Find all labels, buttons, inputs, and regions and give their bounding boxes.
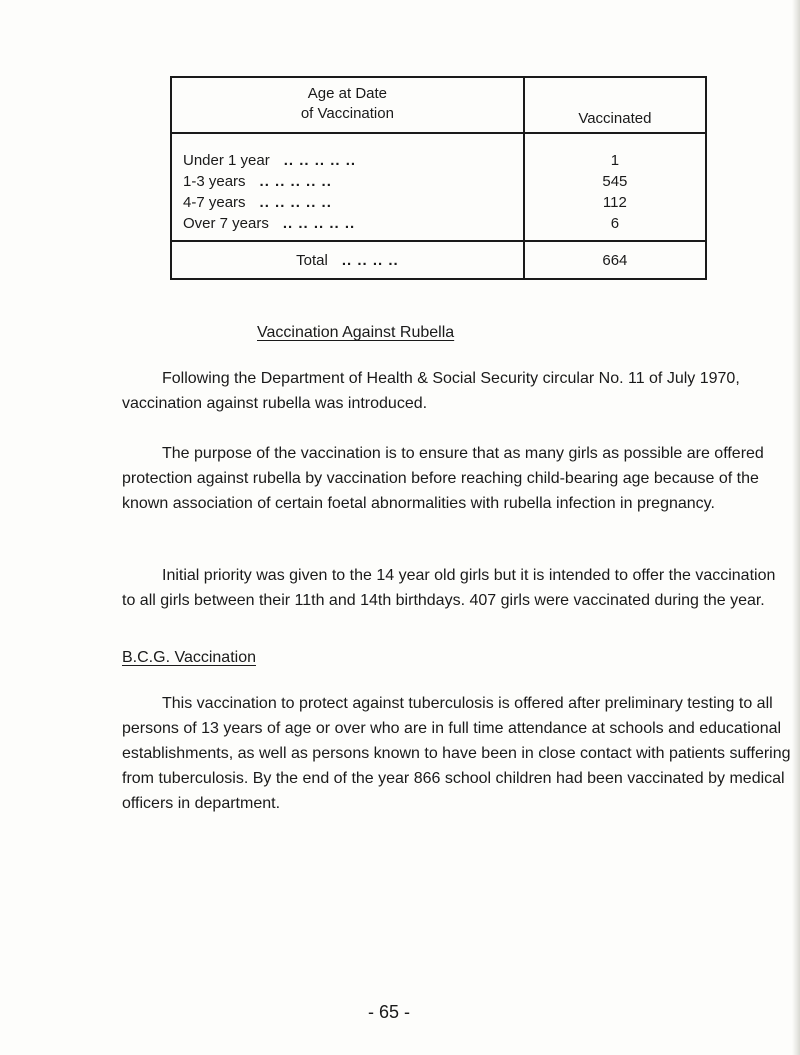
table-header-row bbox=[171, 77, 706, 133]
table-total-row bbox=[171, 241, 706, 279]
age-label: 1-3 years bbox=[183, 173, 246, 190]
leader-dots: .. .. .. .. .. bbox=[259, 194, 332, 211]
rubella-paragraph-2: The purpose of the vaccination is to ensure that as many girls as possible are offered protection against rubella by vaccination before reaching child-bearing age because of the known association of certain foetal abnormalities with rubella infection in pregnancy. bbox=[122, 445, 764, 512]
header-age-line2: of Vaccination bbox=[300, 105, 394, 122]
table-body-row bbox=[171, 133, 706, 241]
age-label: Under 1 year bbox=[183, 152, 270, 169]
total-count: 664 bbox=[524, 241, 706, 279]
count-value: 112 bbox=[602, 194, 627, 211]
rubella-heading: Vaccination Against Rubella bbox=[257, 324, 455, 341]
table-row bbox=[183, 192, 523, 213]
vaccination-age-table bbox=[170, 76, 707, 280]
table-row bbox=[183, 213, 523, 234]
age-group-cell bbox=[171, 133, 524, 241]
total-label: Total bbox=[296, 251, 328, 269]
page-number: - 65 - bbox=[368, 1002, 411, 1022]
count-value: 6 bbox=[610, 215, 620, 232]
page-edge-shadow bbox=[792, 0, 800, 1055]
rubella-paragraph-1: Following the Department of Health & Social Security circular No. 11 of July 1970, vaccination against rubella was introduced. bbox=[122, 370, 740, 412]
header-age-cell bbox=[171, 77, 524, 133]
leader-dots: .. .. .. .. .. bbox=[259, 173, 332, 190]
rubella-paragraph-3: Initial priority was given to the 14 year old girls but it is intended to offer the vaccination to all girls between their 11th and 14th birthdays. 407 girls were vaccinated during the year. bbox=[122, 567, 776, 609]
count-value: 545 bbox=[602, 173, 628, 190]
count-cell bbox=[524, 133, 706, 241]
bcg-paragraph: This vaccination to protect against tuberculosis is offered after preliminary testing to all persons of 13 years of age or over who are in full time attendance at schools and educational establishments, as well as persons known to have been in close contact with patients suffering from tuberculosis. By the end of the year 866 school children had been vaccinated by medical officers in department. bbox=[122, 695, 791, 812]
header-age-line1: Age at Date bbox=[307, 85, 387, 102]
table-row bbox=[183, 171, 523, 192]
table-row bbox=[183, 150, 523, 171]
total-label-cell bbox=[171, 241, 524, 279]
count-value: 1 bbox=[610, 152, 620, 169]
leader-dots: .. .. .. .. bbox=[341, 251, 399, 269]
leader-dots: .. .. .. .. .. bbox=[282, 215, 356, 232]
header-vaccinated-cell: Vaccinated bbox=[524, 77, 706, 133]
age-label: Over 7 years bbox=[183, 215, 269, 232]
age-label: 4-7 years bbox=[183, 194, 246, 211]
bcg-heading: B.C.G. Vaccination bbox=[122, 649, 256, 666]
leader-dots: .. .. .. .. .. bbox=[283, 152, 357, 169]
